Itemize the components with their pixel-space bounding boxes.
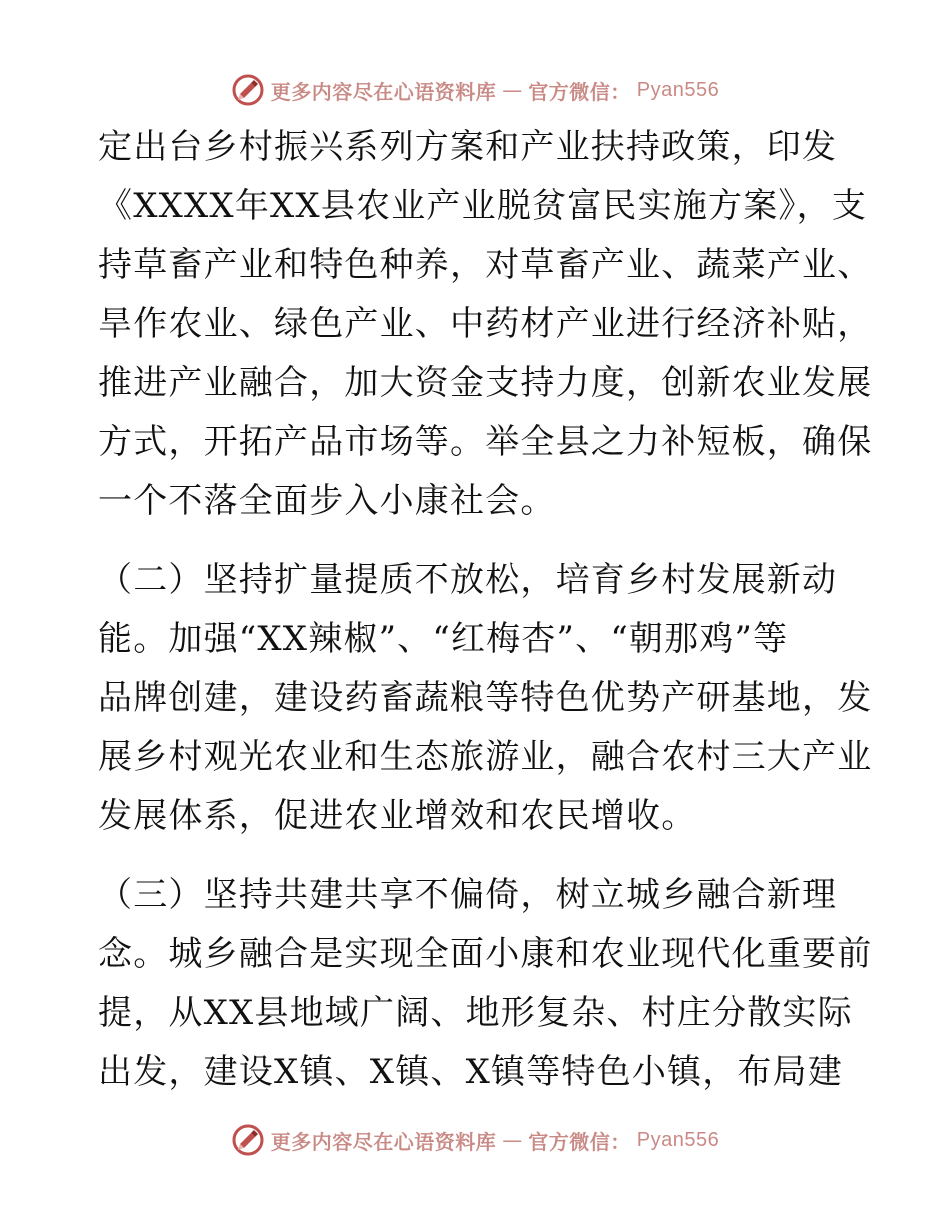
watermark-separator: — xyxy=(502,78,523,102)
text-line: 一个不落全面步入小康社会。 xyxy=(98,481,556,521)
text-line: （二）坚持扩量提质不放松，培育乡村发展新动 xyxy=(98,560,838,600)
watermark-wechat-id: Pyan556 xyxy=(636,78,720,101)
paragraph-2 xyxy=(98,551,873,846)
header-watermark xyxy=(0,70,950,110)
brand-logo-icon xyxy=(231,1123,265,1157)
text-line: 定出台乡村振兴系列方案和产业扶持政策，印发 xyxy=(98,127,838,167)
text-line: 旱作农业、绿色产业、中药材产业进行经济补贴， xyxy=(98,304,873,344)
watermark-suffix-text: 官方微信： xyxy=(528,1129,631,1154)
watermark-brand-text: 更多内容尽在心语资料库 xyxy=(270,79,497,104)
text-line: 展乡村观光农业和生态旅游业，融合农村三大产业 xyxy=(98,737,873,777)
text-line: 提，从XX县地域广阔、地形复杂、村庄分散实际 xyxy=(98,993,853,1033)
document-body xyxy=(98,118,873,1102)
footer-watermark xyxy=(0,1120,950,1160)
text-line: 《XXXX年XX县农业产业脱贫富民实施方案》，支 xyxy=(98,186,868,226)
paragraph-3 xyxy=(98,866,873,1102)
watermark-brand-text: 更多内容尽在心语资料库 xyxy=(270,1129,497,1154)
paragraph-1 xyxy=(98,118,873,531)
watermark-wechat-id: Pyan556 xyxy=(636,1128,720,1151)
text-line: 念。城乡融合是实现全面小康和农业现代化重要前 xyxy=(98,934,873,974)
text-line: 持草畜产业和特色种养，对草畜产业、蔬菜产业、 xyxy=(98,245,873,285)
brand-logo-icon xyxy=(231,73,265,107)
text-line: 推进产业融合，加大资金支持力度，创新农业发展 xyxy=(98,363,873,403)
text-line: 能。加强“XX辣椒”、“红梅杏”、“朝那鸡”等 xyxy=(98,619,789,659)
text-line: （三）坚持共建共享不偏倚，树立城乡融合新理 xyxy=(98,875,838,915)
watermark-suffix-text: 官方微信： xyxy=(528,79,631,104)
text-line: 品牌创建，建设药畜蔬粮等特色优势产研基地，发 xyxy=(98,678,873,718)
text-line: 方式，开拓产品市场等。举全县之力补短板，确保 xyxy=(98,422,873,462)
watermark-separator: — xyxy=(502,1128,523,1152)
text-line: 出发，建设X镇、X镇、X镇等特色小镇，布局建 xyxy=(98,1052,844,1092)
text-line: 发展体系，促进农业增效和农民增收。 xyxy=(98,796,697,836)
